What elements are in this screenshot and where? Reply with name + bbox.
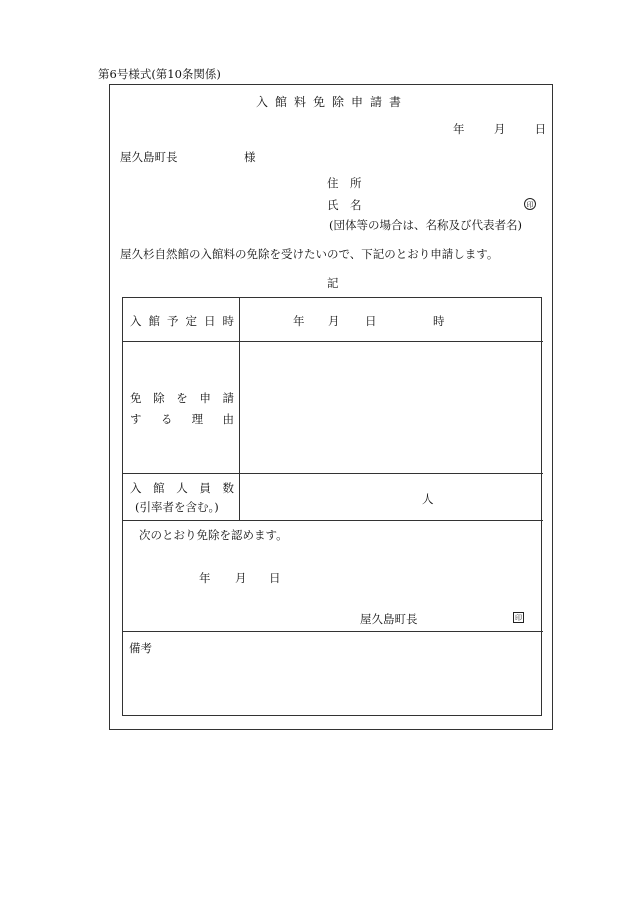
visit-datetime-label-char: 予	[167, 314, 179, 328]
visitors-label-char: 人	[176, 481, 188, 495]
visit-datetime-label-char: 定	[185, 314, 197, 328]
official-seal-icon: 印	[515, 614, 522, 622]
details-table	[122, 297, 542, 716]
reason-label-char: 請	[222, 391, 234, 405]
reason-label-char: 免	[130, 391, 142, 405]
application-statement: 屋久杉自然館の入館料の免除を受けたいので、下記のとおり申請します。	[120, 247, 499, 261]
reason-label-char: 申	[199, 391, 211, 405]
approval-day-label: 日	[269, 571, 281, 585]
date-month-label: 月	[493, 122, 506, 136]
visit-year-label: 年	[293, 314, 305, 328]
addressee-name: 屋久島町長	[120, 150, 178, 164]
visit-datetime-label-char: 日	[204, 314, 216, 328]
application-form	[109, 84, 553, 730]
approval-year-label: 年	[199, 571, 211, 585]
reason-label-char: る	[160, 412, 173, 426]
visitors-unit: 人	[422, 492, 434, 506]
date-year-label: 年	[453, 122, 465, 136]
approval-text: 次のとおり免除を認めます。	[139, 528, 288, 542]
visit-month-label: 月	[328, 314, 340, 328]
reason-label-char: を	[176, 391, 188, 405]
approval-month-label: 月	[235, 571, 247, 585]
visit-datetime-label-char: 時	[222, 314, 234, 328]
visit-datetime-label-char: 入	[130, 314, 142, 328]
reason-label-char: 由	[222, 412, 234, 426]
reason-label-line1	[130, 390, 234, 406]
date-day-label: 日	[534, 122, 547, 136]
reason-label-char: 理	[191, 412, 204, 426]
name-label: 氏 名	[327, 198, 362, 212]
visitors-label-char: 員	[199, 481, 211, 495]
reason-label-char: 除	[153, 391, 165, 405]
visit-datetime-label	[130, 313, 234, 329]
visitors-label-char: 館	[153, 481, 165, 495]
reason-label-line2	[130, 411, 234, 427]
visitors-label-line2: (引率者を含む。)	[135, 500, 219, 514]
visit-day-label: 日	[365, 314, 377, 328]
form-number: 第6号様式(第10条関係)	[98, 67, 221, 81]
addressee-honorific: 様	[244, 150, 256, 164]
date-line	[453, 121, 546, 137]
applicant-seal-icon: 印	[524, 198, 536, 210]
group-note: (団体等の場合は、名称及び代表者名)	[329, 218, 522, 232]
visitors-label-char: 数	[222, 481, 234, 495]
reason-label-char: す	[130, 412, 142, 426]
official-title: 屋久島町長	[360, 612, 418, 626]
address-label: 住 所	[327, 176, 362, 190]
visitors-label-char: 入	[130, 481, 142, 495]
visit-hour-label: 時	[433, 314, 445, 328]
visit-datetime-label-char: 館	[148, 314, 160, 328]
reason-field[interactable]	[241, 343, 541, 471]
remarks-label: 備考	[129, 641, 152, 655]
ki-label: 記	[327, 276, 339, 290]
form-title: 入館料免除申請書	[255, 95, 408, 109]
visitors-label-line1	[130, 480, 234, 496]
